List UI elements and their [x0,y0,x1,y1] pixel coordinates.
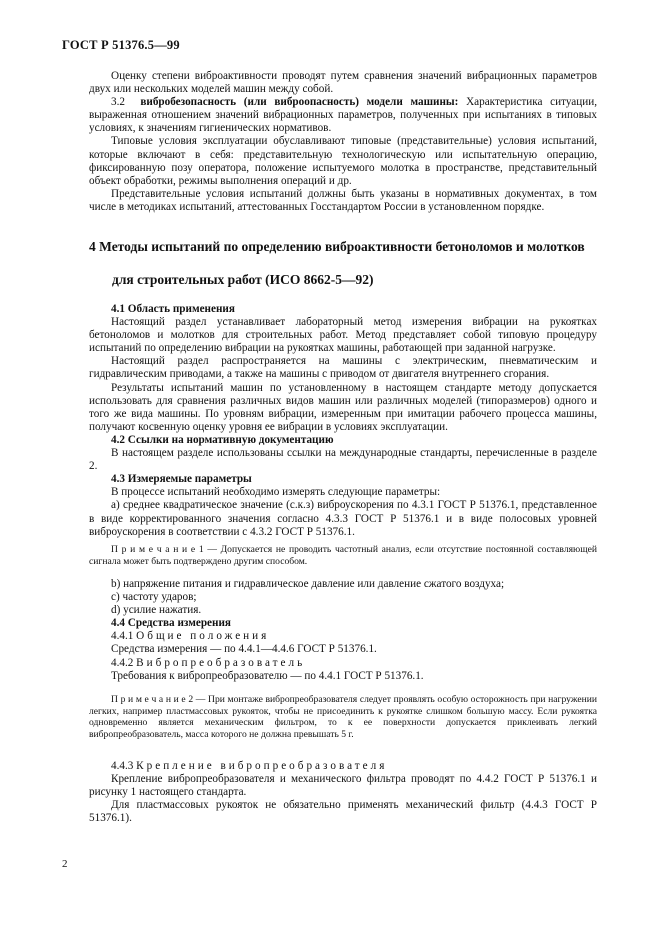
list-item-b: b) напряжение питания и гидравлическое давление или давление сжатого воздуха; [111,578,505,590]
list-item-c: c) частоту ударов; [111,591,197,604]
intro-paragraph-3: Типовые условия эксплуатации обуславливают типовые (представительные) условия испытаний, которые включают в себя: представительную технологическую или испытательную операцию, фиксированную позу оператора, положение испытуемого молотка в пространстве, представительный объект обработки, режимы выполнения операций и др. [89,135,597,187]
note-1 [89,544,597,567]
list-item-d: d) усилие нажатия. [111,604,202,617]
note-label: П р и м е ч а н и е 1 [111,544,204,555]
section-4-3-list [89,578,597,683]
clause-title: Общие положения [136,630,270,643]
clause-title: Вибропреобразователь [136,656,306,669]
note-2 [89,694,597,740]
section-4-title-line2: для строительных работ (ИСО 8662-5—92) [112,272,374,287]
intro-paragraph-4: Представительные условия испытаний должны быть указаны в нормативных документах, в том числе в методиках испытаний, аттестованных Госстандартом России в установленном порядке. [89,187,597,213]
note-1-text [89,544,597,567]
clause-4-4-2 [89,657,597,670]
paragraph: Средства измерения — по 4.4.1—4.4.6 ГОСТ Р 51376.1. [111,643,377,656]
term-text: Характеристика ситуации, выраженная отношением значений вибрационных параметров, полученных при испытаниях в типовых условиях, к значениям гигиенических нормативов. [89,96,598,135]
paragraph: Крепление вибропреобразователя и механического фильтра проводят по 4.4.2 ГОСТ Р 51376.1 и рисунку 1 настоящего стандарта. [89,773,597,799]
clause-number: 4.4.3 [111,760,134,772]
section-4-4-3 [89,760,597,825]
intro-block [89,70,597,214]
paragraph: Для пластмассовых рукояток не обязательно применять механический фильтр (4.4.3 ГОСТ Р 51376.1). [89,799,597,825]
clause-4-4-3 [89,760,597,773]
clause-4-4-1 [89,630,597,643]
clause-title: Крепление вибропреобразователя [136,760,388,772]
note-body: — Допускается не проводить частотный анализ, если отсутствие постоянной составляющей сигнала может быть подтверждено другим способом. [89,544,597,567]
term-definition: вибробезопасность (или виброопасность) модели машины: [140,96,459,109]
clause-number: 3.2 [111,96,125,109]
note-2-text [89,694,597,740]
section-4-title-line1: 4 Методы испытаний по определению виброактивности бетоноломов и молотков [89,239,585,254]
note-label: П р и м е ч а н и е 2 [111,694,194,705]
clause-number: 4.4.2 [111,656,134,669]
note-body: — При монтаже вибропреобразователя следует проявлять особую осторожность при нагружении легких, например пластмассовых рукояток, чтобы не присоединить к рукоятке слишком большую массу. Если рукоятка одновременно является механическим фильтром, то к ее поверхности допускается приклеивать легкий вибропреобразователь, масса которого не должна превышать 5 г. [89,694,597,740]
subsection-title: 4.4 Средства измерения [111,617,231,630]
paragraph: Результаты испытаний машин по установленному в настоящем стандарте методу допускается использовать для сравнения различных видов машин или различных моделей (типоразмеров) одного и того же вида машины. По уровням вибрации, измеренным при имитации рабочего процесса машины, получают косвенную оценку уровня ее вибрации в условиях эксплуатации. [89,381,597,433]
subsection-title: 4.1 Область применения [111,303,235,315]
section-4-1 [89,303,597,539]
intro-paragraph-2 [89,96,597,135]
document-header: ГОСТ Р 51376.5—99 [62,38,180,52]
paragraph: Настоящий раздел распространяется на машины с электрическим, пневматическим и гидравлическим приводами, а также на машины с приводом от двигателя внутреннего сгорания. [89,355,597,381]
clause-number: 4.4.1 [111,630,134,643]
paragraph: Требования к вибропреобразователю — по 4.4.1 ГОСТ Р 51376.1. [111,669,424,682]
page-number: 2 [62,858,68,870]
subsection-title: 4.2 Ссылки на нормативную документацию [111,433,334,446]
list-item-a: а) среднее квадратическое значение (с.к.з) виброускорения по 4.3.1 ГОСТ Р 51376.1, представленное в виде корректированного значения согласно 4.3.3 ГОСТ Р 51376.1 и в виде полосовых уровней виброускорения в соответствии с 4.3.2 ГОСТ Р 51376.1. [89,499,597,538]
paragraph: В процессе испытаний необходимо измерять следующие параметры: [111,486,441,499]
intro-paragraph-1: Оценку степени виброактивности проводят путем сравнения значений вибрационных параметров двух или нескольких моделей машин между собой. [89,70,597,96]
paragraph: В настоящем разделе использованы ссылки на международные стандарты, перечисленные в разделе 2. [89,447,597,473]
subsection-title: 4.3 Измеряемые параметры [111,473,252,486]
paragraph: Настоящий раздел устанавливает лабораторный метод измерения вибрации на рукоятках бетоноломов и молотков для строительных работ. Метод представляет собой типовую процедуру испытаний по определению вибрации на рукоятках машины, работающей при заданной нагрузке. [89,316,597,355]
